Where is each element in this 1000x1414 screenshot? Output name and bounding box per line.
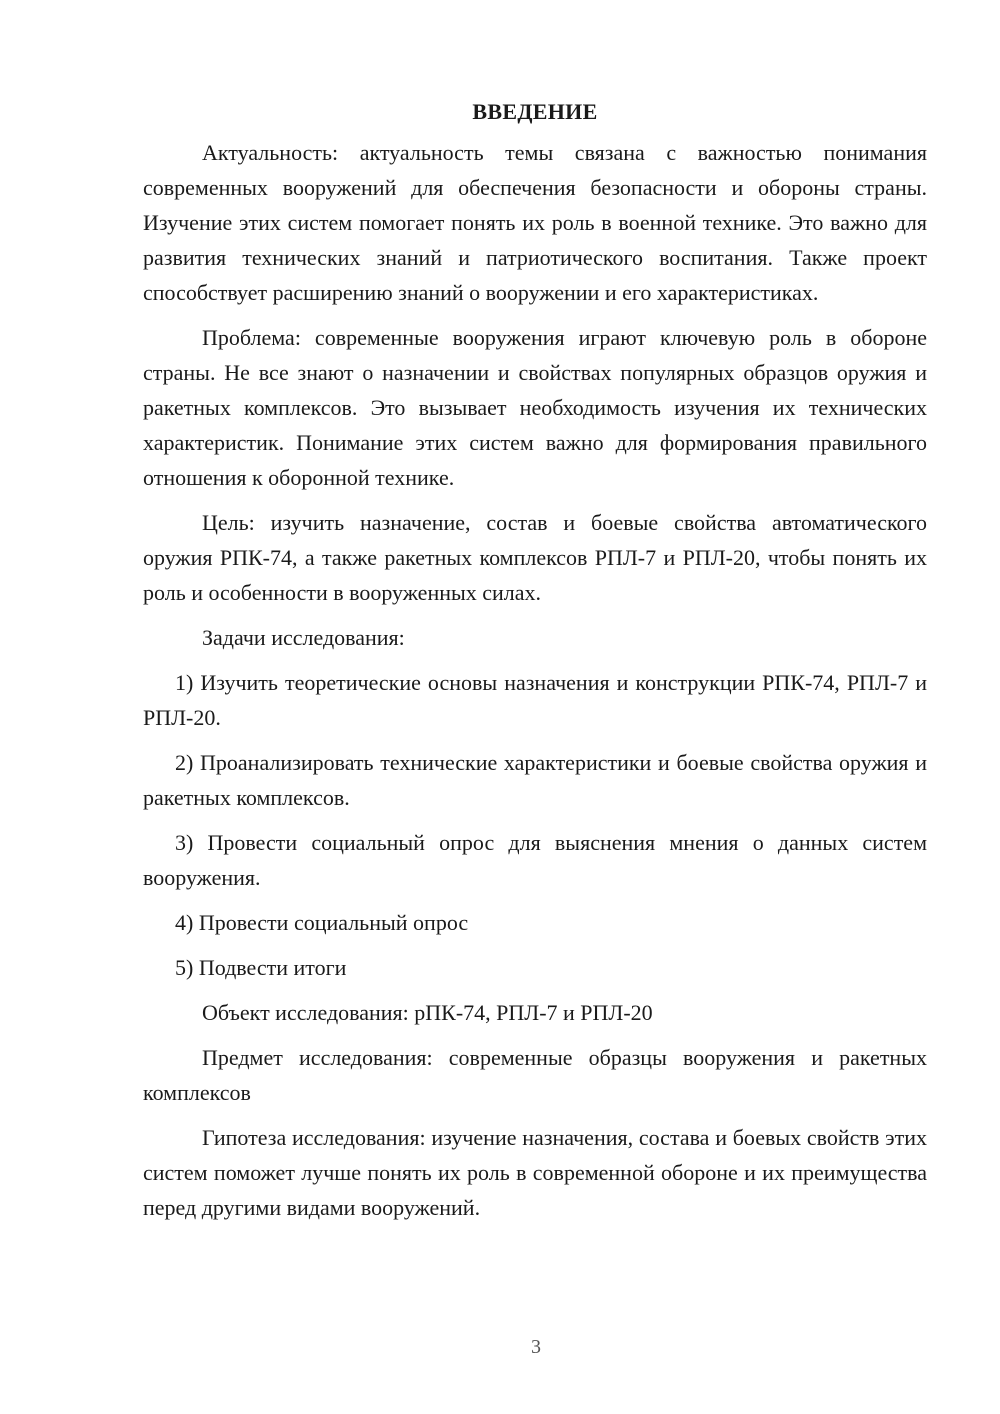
page-content (143, 94, 927, 1235)
task-item-3: 3) Провести социальный опрос для выяснения мнения о данных систем вооружения. (143, 830, 927, 890)
page-number: 3 (531, 1336, 541, 1358)
task-item-1: 1) Изучить теоретические основы назначения и конструкции РПК-74, РПЛ-7 и РПЛ-20. (143, 670, 927, 730)
paragraph-problem: Проблема: современные вооружения играют ключевую роль в обороне страны. Не все знают о назначении и свойствах популярных образцов оружия и ракетных комплексов. Это вызывает необходимость изучения их технических характеристик. Понимание этих систем важно для формирования правильного отношения к оборонной технике. (143, 325, 927, 490)
paragraph-goal: Цель: изучить назначение, состав и боевые свойства автоматического оружия РПК-74, а также ракетных комплексов РПЛ-7 и РПЛ-20, чтобы понять их роль и особенности в вооруженных силах. (143, 510, 927, 605)
task-item-4: 4) Провести социальный опрос (175, 910, 469, 935)
paragraph-hypothesis: Гипотеза исследования: изучение назначения, состава и боевых свойств этих систем поможет лучше понять их роль в современной обороне и их преимущества перед другими видами вооружений. (143, 1125, 927, 1220)
paragraph-object: Объект исследования: рПК-74, РПЛ-7 и РПЛ-20 (202, 1000, 653, 1025)
task-item-2: 2) Проанализировать технические характеристики и боевые свойства оружия и ракетных комплексов. (143, 750, 927, 810)
task-item-5: 5) Подвести итоги (175, 955, 347, 980)
paragraph-subject: Предмет исследования: современные образцы вооружения и ракетных комплексов (143, 1045, 927, 1105)
paragraph-relevance: Актуальность: актуальность темы связана с важностью понимания современных вооружений для обеспечения безопасности и обороны страны. Изучение этих систем помогает понять их роль в военной технике. Это важно для развития технических знаний и патриотического воспитания. Также проект способствует расширению знаний о вооружении и его характеристиках. (143, 140, 927, 305)
paragraph-tasks-heading: Задачи исследования: (202, 625, 405, 650)
section-title: ВВЕДЕНИЕ (472, 99, 598, 124)
